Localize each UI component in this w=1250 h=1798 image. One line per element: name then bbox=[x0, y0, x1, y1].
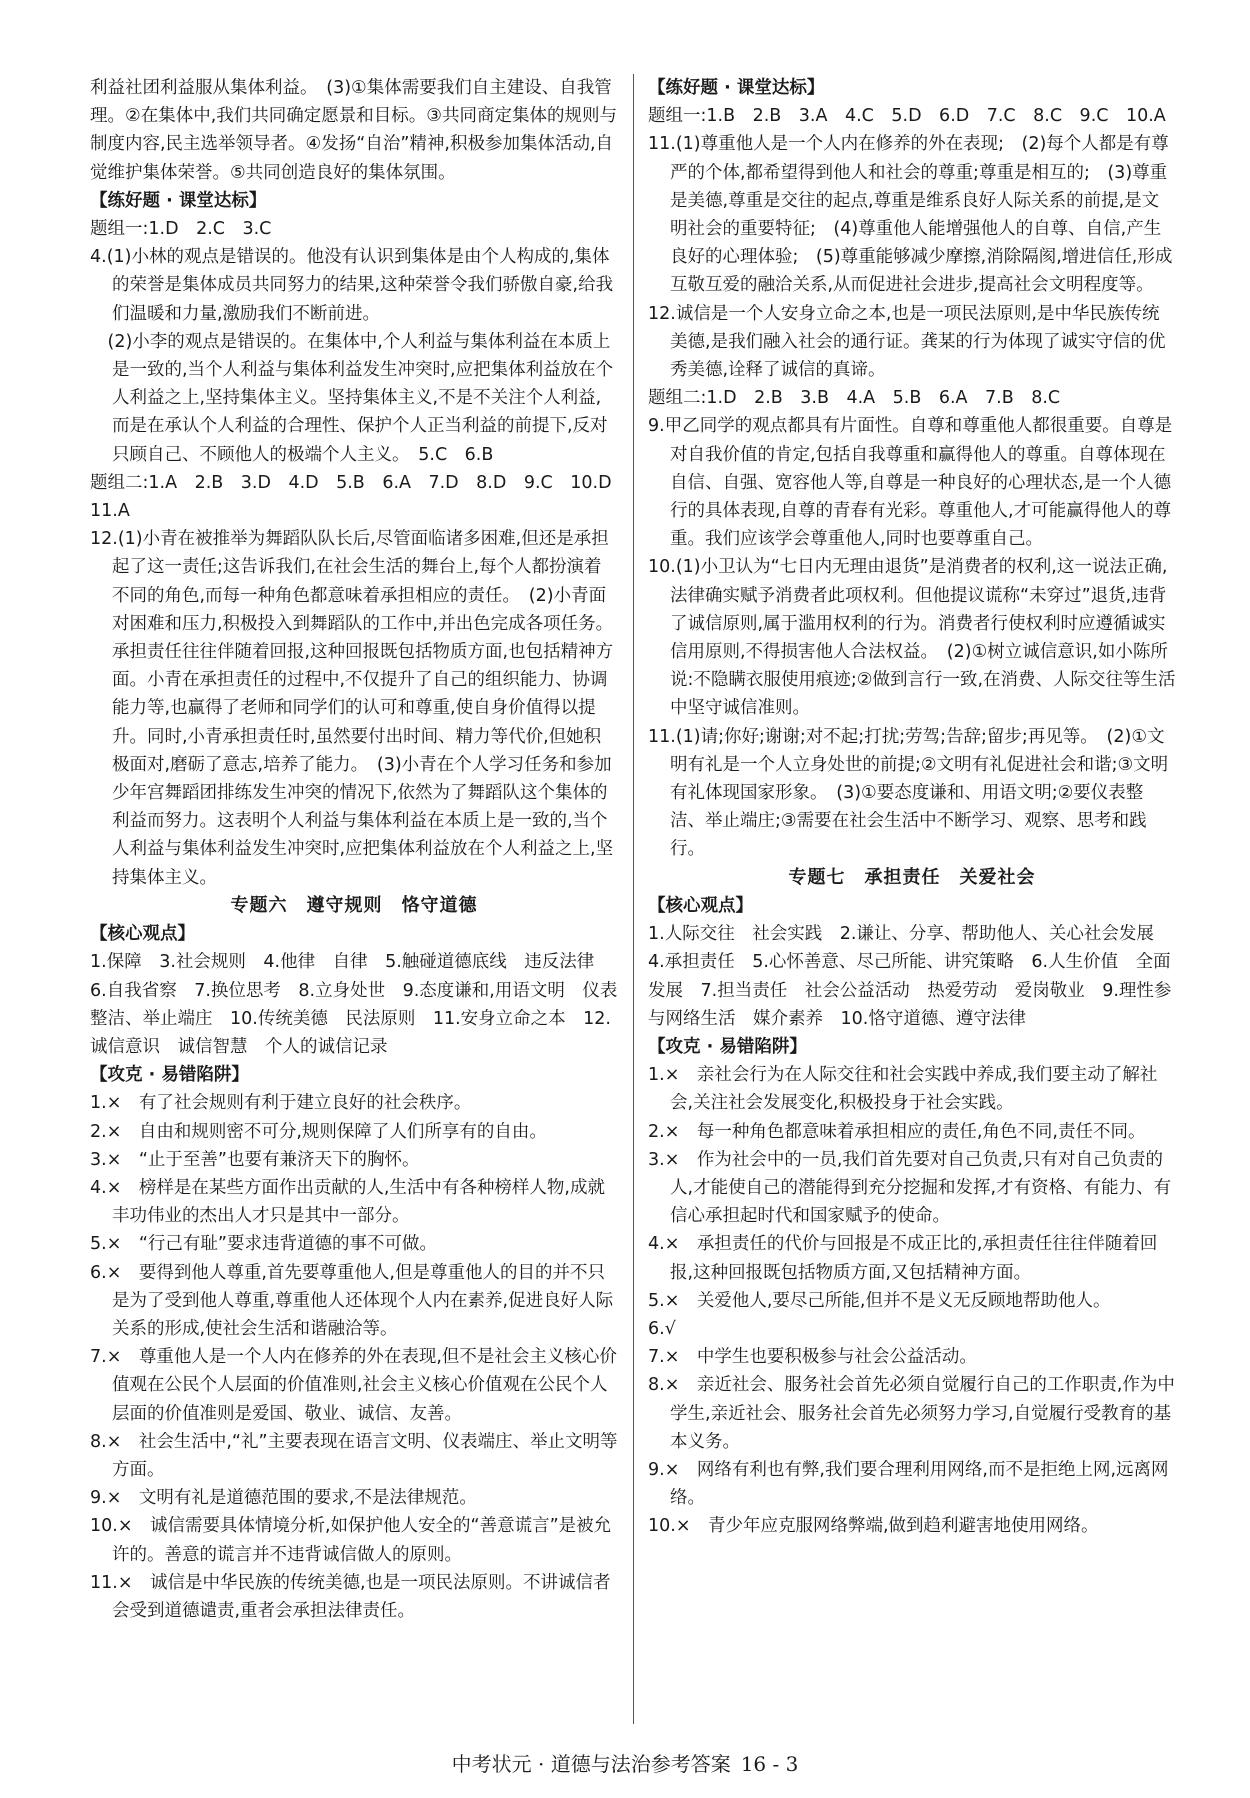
answer-item: 4.(1)小林的观点是错误的。他没有认识到集体是由个人构成的,集体的荣誉是集体成员共同努力的结果,这种荣誉令我们骄傲自豪,给我们温暖和力量,激励我们不断前进。 bbox=[90, 247, 614, 324]
topic-title: 专题七 承担责任 关爱社会 bbox=[788, 866, 1036, 888]
answer-item: 6.× 要得到他人尊重,首先要尊重他人,但是尊重他人的目的并不只是为了受到他人尊重,尊重他人还体现个人内在素养,促进良好人际关系的形成,使社会生活和谐融洽等。 bbox=[90, 1262, 614, 1339]
answer-item: 9.甲乙同学的观点都具有片面性。自尊和尊重他人都很重要。自尊是对自我价值的肯定,包括自我尊重和赢得他人的尊重。自尊体现在自信、自强、宽容他人等,自尊是一种良好的心理状态,是一个人德行的具体表现,自尊的青春有光彩。尊重他人,才可能赢得他人的尊重。我们应该学会尊重他人,同时也要尊重自己。 bbox=[648, 416, 1173, 550]
right-column bbox=[648, 74, 1176, 1541]
answer-item: 12.(1)小青在被推举为舞蹈队队长后,尽管面临诸多困难,但还是承担起了这一责任;这告诉我们,在社会生活的舞台上,每个人都扮演着不同的角色,而每一种角色都意味着承担相应的责任。 (2)小青面对困难和压力,积极投入到舞蹈队的工作中,并出色完成各项任务。承担责任往往伴随着回报,这种回报既包括物质方面,也包括精神方面。小青在承担责任的过程中,不仅提升了自己的组织能力、协调能力等,也赢得了老师和同学们的认可和尊重,使自身价值得以提升。同时,小青承担责任时,虽然要付出时间、精力等代价,但她积极面对,磨砺了意志,培养了能力。 (3)小青在个人学习任务和参加少年宫舞蹈团排练发生冲突的情况下,依然为了舞蹈队这个集体的利益而努力。这表明个人利益与集体利益在本质上是一致的,当个人利益与集体利益发生冲突时,应把集体利益放在个人利益之上,坚持集体主义。 bbox=[90, 529, 614, 888]
answer-item: 9.× 网络有利也有弊,我们要合理利用网络,而不是拒绝上网,远离网络。 bbox=[648, 1459, 1169, 1509]
section-header: 【攻克 · 易错陷阱】 bbox=[90, 1065, 249, 1086]
left-column bbox=[90, 74, 630, 1625]
answer-item: 4.× 榜样是在某些方面作出贡献的人,生活中有各种榜样人物,成就丰功伟业的杰出人才只是其中一部分。 bbox=[90, 1177, 605, 1227]
answer-item: 11.(1)请;你好;谢谢;对不起;打扰;劳驾;告辞;留步;再见等。 (2)①文明有礼是一个人立身处世的前提;②文明有礼促进社会和谐;③文明有礼体现国家形象。 (3)①要态度谦和、用语文明;②要仪表整洁、举止端庄;③需要在社会生活中不断学习、观察、思考和践行。 bbox=[648, 726, 1169, 860]
answer-item: 5.× 关爱他人,要尽己所能,但并不是义无反顾地帮助他人。 bbox=[648, 1290, 1111, 1311]
answer-item: 8.× 亲近社会、服务社会首先必须自觉履行自己的工作职责,作为中学生,亲近社会、服务社会首先必须努力学习,自觉履行受教育的基本义务。 bbox=[648, 1375, 1175, 1452]
answer-item: 9.× 文明有礼是道德范围的要求,不是法律规范。 bbox=[90, 1488, 477, 1509]
section-header: 【核心观点】 bbox=[90, 924, 195, 945]
topic-title: 专题六 遵守规则 恪守道德 bbox=[230, 894, 478, 916]
section-header: 【练好题 · 课堂达标】 bbox=[90, 190, 267, 211]
answer-item: 7.× 尊重他人是一个人内在修养的外在表现,但不是社会主义核心价值观在公民个人层面的价值准则,社会主义核心价值观在公民个人层面的价值准则是爱国、敬业、诚信、友善。 bbox=[90, 1347, 617, 1424]
column-divider bbox=[633, 74, 634, 1724]
answer-item: 1.人际交往 社会实践 2.谦让、分享、帮助他人、关心社会发展 4.承担责任 5.心怀善意、尽己所能、讲究策略 6.人生价值 全面发展 7.担当责任 社会公益活动 热爱劳动 爱岗敬业 9.理性参与网络生活 媒介素养 10.恪守道德、遵守法律 bbox=[648, 924, 1172, 1029]
answer-item: 10.(1)小卫认为“七日内无理由退货”是消费者的权利,这一说法正确,法律确实赋予消费者此项权利。但他提议谎称“未穿过”退货,违背了诚信原则,属于滥用权利的行为。消费者行使权利时应遵循诚实信用原则,不得损害他人合法权益。 (2)①树立诚信意识,如小陈所说:不隐瞒衣服使用痕迹;②做到言行一致,在消费、人际交往等生活中坚守诚信准则。 bbox=[648, 557, 1176, 719]
answer-item: 10.× 青少年应克服网络弊端,做到趋利避害地使用网络。 bbox=[648, 1516, 1099, 1537]
page-number: 16 - 3 bbox=[740, 1752, 799, 1776]
answer-item: 题组二:1.A 2.B 3.D 4.D 5.B 6.A 7.D 8.D 9.C 10.D 11.A bbox=[90, 472, 630, 522]
answer-item: (2)小李的观点是错误的。在集体中,个人利益与集体利益在本质上是一致的,当个人利益与集体利益发生冲突时,应把集体利益放在个人利益之上,坚持集体主义。坚持集体主义,不是不关注个人利益,而是在承认个人利益的合理性、保护个人正当利益的前提下,反对只顾自己、不顾他人的极端个人主义。 5.C 6.B bbox=[90, 331, 614, 465]
answer-item: 3.× 作为社会中的一员,我们首先要对自己负责,只有对自己负责的人,才能使自己的潜能得到充分挖掘和发挥,才有资格、有能力、有信心承担起时代和国家赋予的使命。 bbox=[648, 1149, 1172, 1227]
answer-item: 12.诚信是一个人安身立命之本,也是一项民法原则,是中华民族传统美德,是我们融入社会的通行证。龚某的行为体现了诚实守信的优秀美德,诠释了诚信的真谛。 bbox=[648, 303, 1166, 381]
answer-item: 7.× 中学生也要积极参与社会公益活动。 bbox=[648, 1347, 977, 1368]
answer-item: 1.× 有了社会规则有利于建立良好的社会秩序。 bbox=[90, 1093, 472, 1114]
section-header: 【攻克 · 易错陷阱】 bbox=[648, 1036, 807, 1057]
answer-item: 题组一:1.B 2.B 3.A 4.C 5.D 6.D 7.C 8.C 9.C 10.A bbox=[648, 106, 1166, 127]
answer-item: 11.(1)尊重他人是一个人内在修养的外在表现; (2)每个人都是有尊严的个体,都希望得到他人和社会的尊重;尊重是相互的; (3)尊重是美德,尊重是交往的起点,尊重是维系良好人际关系的前提,是文明社会的重要特征; (4)尊重他人能增强他人的自尊、自信,产生良好的心理体验; (5)尊重能够减少摩擦,消除隔阂,增进信任,形成互敬互爱的融洽关系,从而促进社会进步,提高社会文明程度等。 bbox=[648, 134, 1173, 296]
answer-item: 利益社团利益服从集体利益。 (3)①集体需要我们自主建设、自我管理。②在集体中,我们共同确定愿景和目标。③共同商定集体的规则与制度内容,民主选举领导者。④发扬“自治”精神,积极参加集体活动,自觉维护集体荣誉。⑤共同创造良好的集体氛围。 bbox=[90, 78, 617, 183]
page-footer bbox=[0, 1748, 1250, 1777]
answer-item: 10.× 诚信需要具体情境分析,如保护他人安全的“善意谎言”是被允许的。善意的谎言并不违背诚信做人的原则。 bbox=[90, 1516, 612, 1565]
answer-item: 6.√ bbox=[648, 1318, 676, 1339]
answer-item: 题组一:1.D 2.C 3.C bbox=[90, 219, 272, 240]
section-header: 【练好题 · 课堂达标】 bbox=[648, 78, 825, 98]
answer-item: 4.× 承担责任的代价与回报是不成正比的,承担责任往往伴随着回报,这种回报既包括物质方面,又包括精神方面。 bbox=[648, 1234, 1158, 1283]
answer-item: 1.× 亲社会行为在人际交往和社会实践中养成,我们要主动了解社会,关注社会发展变化,积极投身于社会实践。 bbox=[648, 1065, 1158, 1114]
answer-item: 5.× “行己有耻”要求违背道德的事不可做。 bbox=[90, 1234, 437, 1255]
answer-item: 3.× “止于至善”也要有兼济天下的胸怀。 bbox=[90, 1149, 420, 1170]
answer-item: 8.× 社会生活中,“礼”主要表现在语言文明、仪表端庄、举止文明等方面。 bbox=[90, 1431, 618, 1480]
footer-title: 中考状元 · 道德与法治参考答案 bbox=[451, 1752, 731, 1776]
answer-item: 题组二:1.D 2.B 3.B 4.A 5.B 6.A 7.B 8.C bbox=[648, 388, 1061, 409]
answer-item: 2.× 每一种角色都意味着承担相应的责任,角色不同,责任不同。 bbox=[648, 1121, 1146, 1142]
answer-item: 2.× 自由和规则密不可分,规则保障了人们所享有的自由。 bbox=[90, 1121, 547, 1142]
section-header: 【核心观点】 bbox=[648, 895, 753, 916]
answer-item: 11.× 诚信是中华民族的传统美德,也是一项民法原则。不讲诚信者会受到道德谴责,重者会承担法律责任。 bbox=[90, 1572, 611, 1621]
answer-page bbox=[90, 74, 1180, 1724]
answer-item: 1.保障 3.社会规则 4.他律 自律 5.触碰道德底线 违反法律 6.自我省察 7.换位思考 8.立身处世 9.态度谦和,用语文明 仪表整洁、举止端庄 10.传统美德 民法原则 11.安身立命之本 12.诚信意识 诚信智慧 个人的诚信记录 bbox=[90, 952, 618, 1057]
